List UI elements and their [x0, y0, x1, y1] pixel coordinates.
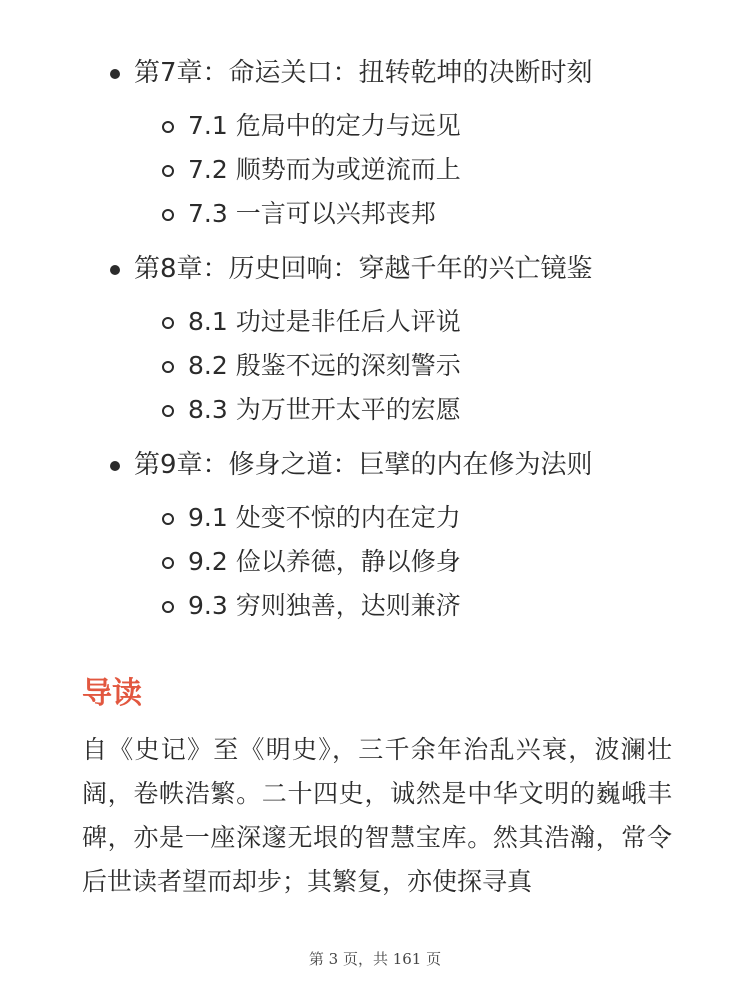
- chapter-item[interactable]: [0, 48, 750, 98]
- circle-bullet-icon: [162, 513, 174, 525]
- bullet-icon: [110, 461, 120, 471]
- chapter-block: [0, 440, 750, 636]
- section-list: [0, 98, 750, 244]
- section-item[interactable]: [0, 104, 750, 148]
- section-item[interactable]: [0, 496, 750, 540]
- circle-bullet-icon: [162, 405, 174, 417]
- chapter-title: 第9章：修身之道：巨擘的内在修为法则: [134, 450, 593, 480]
- chapter-item[interactable]: [0, 440, 750, 490]
- section-item[interactable]: [0, 300, 750, 344]
- section-item[interactable]: [0, 344, 750, 388]
- section-title: 8.1 功过是非任后人评说: [188, 307, 461, 336]
- chapter-title: 第8章：历史回响：穿越千年的兴亡镜鉴: [134, 254, 593, 284]
- section-title: 9.3 穷则独善，达则兼济: [188, 591, 461, 620]
- section-title: 7.3 一言可以兴邦丧邦: [188, 199, 436, 228]
- page-number: 第 3 页，共 161 页: [308, 950, 442, 968]
- table-of-contents: [0, 48, 750, 636]
- section-item[interactable]: [0, 388, 750, 432]
- section-item[interactable]: [0, 148, 750, 192]
- section-item[interactable]: [0, 540, 750, 584]
- section-list: [0, 490, 750, 636]
- circle-bullet-icon: [162, 361, 174, 373]
- circle-bullet-icon: [162, 209, 174, 221]
- section-title: 7.1 危局中的定力与远见: [188, 111, 461, 140]
- circle-bullet-icon: [162, 557, 174, 569]
- section-title: 8.2 殷鉴不远的深刻警示: [188, 351, 461, 380]
- chapter-block: [0, 244, 750, 440]
- chapter-block: [0, 48, 750, 244]
- section-item[interactable]: [0, 584, 750, 628]
- circle-bullet-icon: [162, 601, 174, 613]
- chapter-title: 第7章：命运关口：扭转乾坤的决断时刻: [134, 58, 593, 88]
- intro-heading: 导读: [82, 676, 142, 711]
- bullet-icon: [110, 69, 120, 79]
- chapter-item[interactable]: [0, 244, 750, 294]
- section-title: 7.2 顺势而为或逆流而上: [188, 155, 461, 184]
- circle-bullet-icon: [162, 121, 174, 133]
- section-list: [0, 294, 750, 440]
- circle-bullet-icon: [162, 165, 174, 177]
- bullet-icon: [110, 265, 120, 275]
- section-title: 8.3 为万世开太平的宏愿: [188, 395, 461, 424]
- intro-paragraph: 自《史记》至《明史》，三千余年治乱兴衰，波澜壮阔，卷帙浩繁。二十四史，诚然是中华文明的巍峨丰碑，亦是一座深邃无垠的智慧宝库。然其浩瀚，常令后世读者望而却步；其繁复，亦使探寻真: [82, 735, 672, 896]
- section-title: 9.1 处变不惊的内在定力: [188, 503, 461, 532]
- section-title: 9.2 俭以养德，静以修身: [188, 547, 461, 576]
- section-item[interactable]: [0, 192, 750, 236]
- circle-bullet-icon: [162, 317, 174, 329]
